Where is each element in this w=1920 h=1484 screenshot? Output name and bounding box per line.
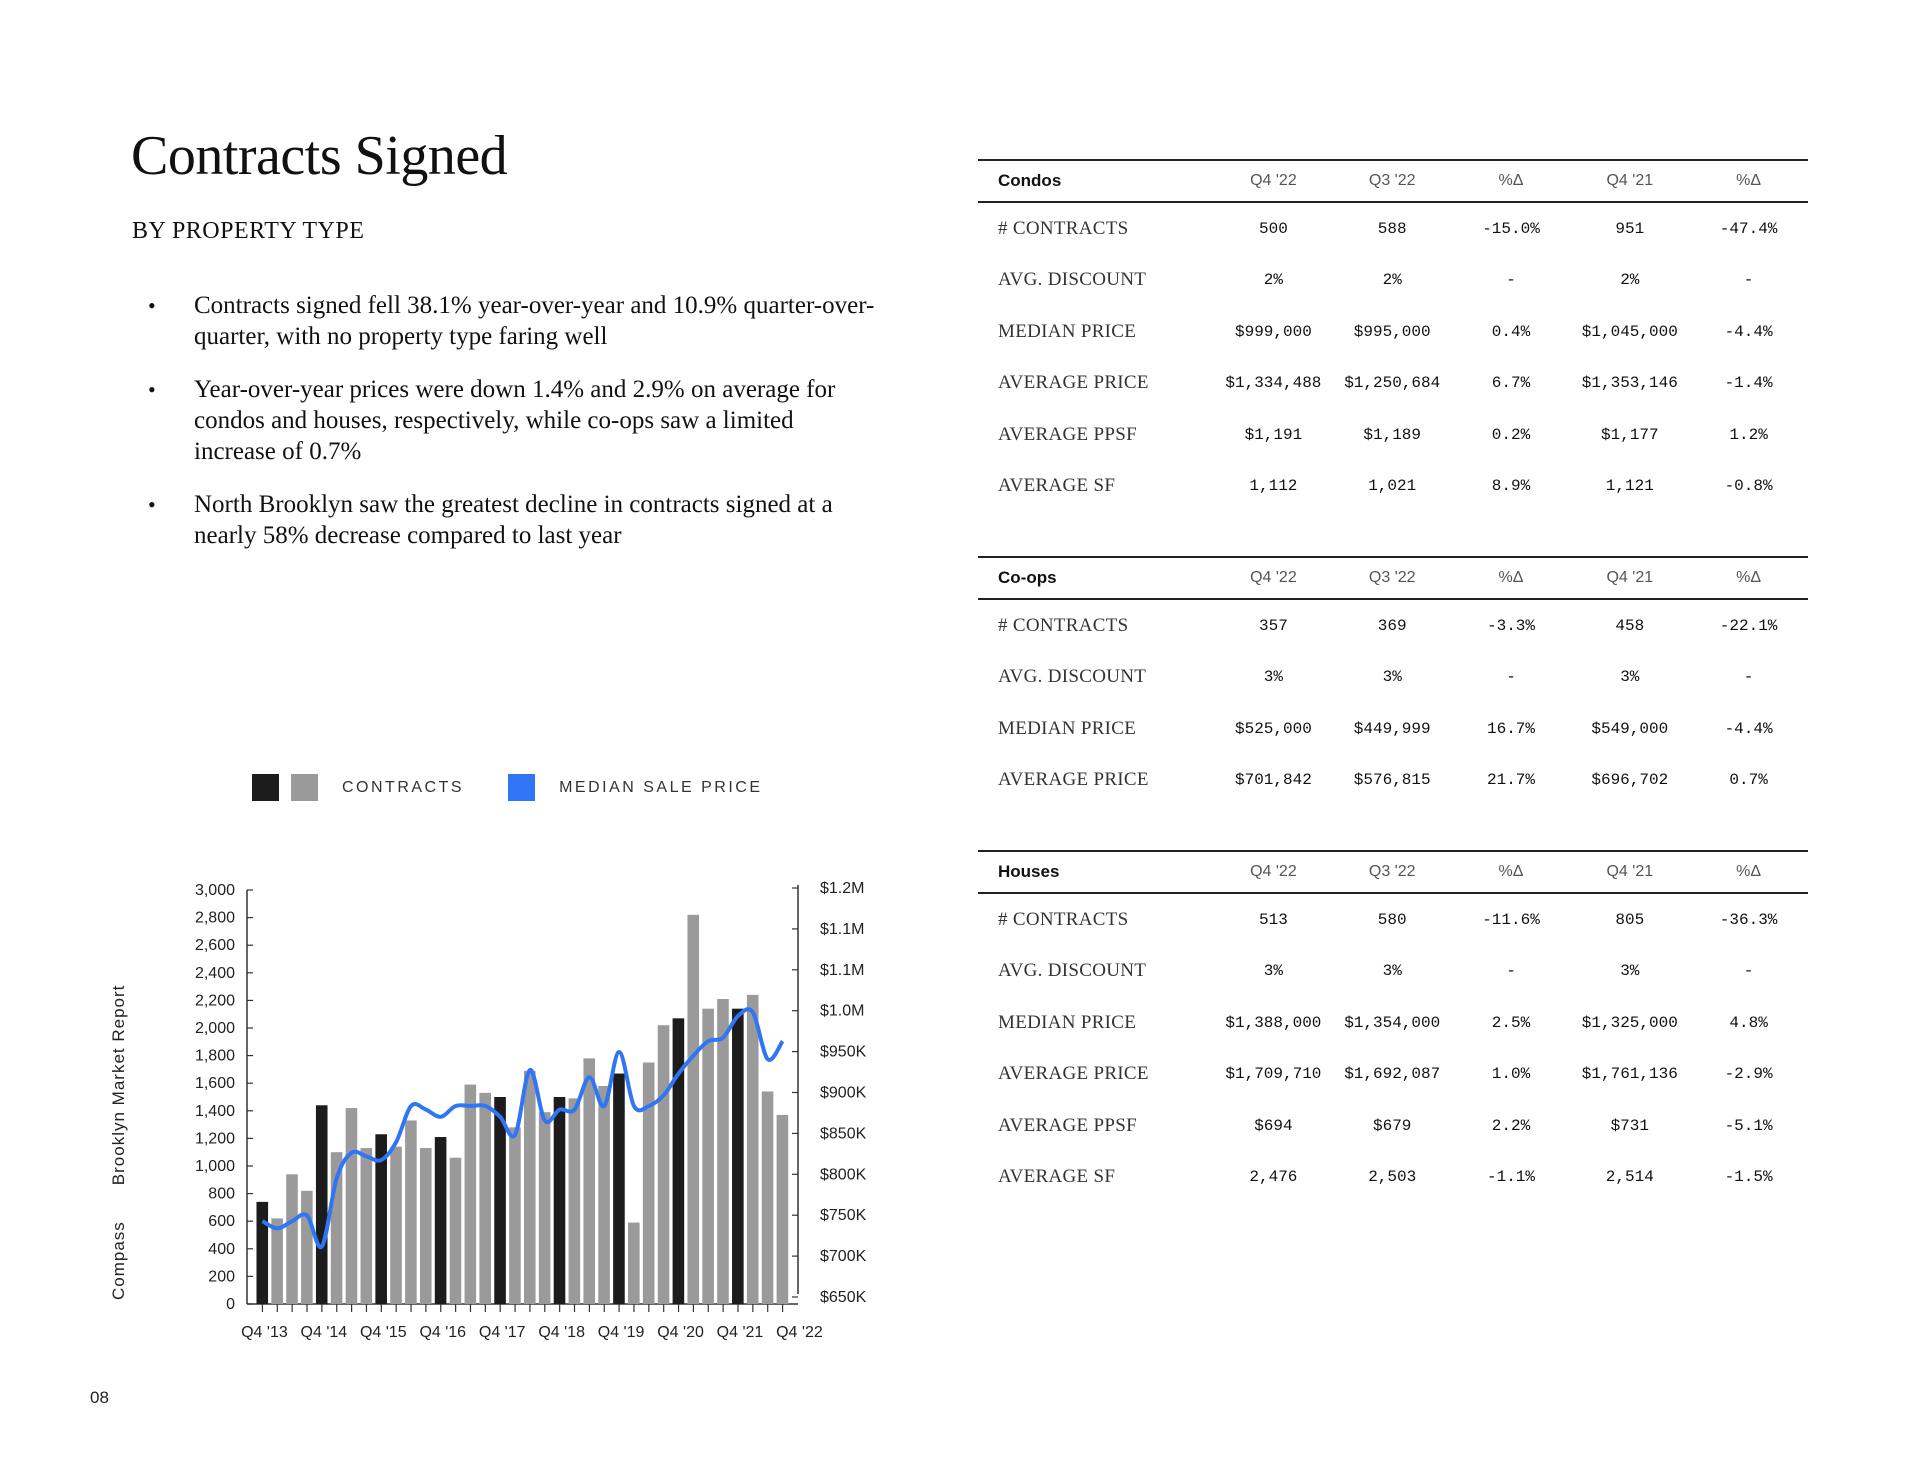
table-cell: 2% — [1263, 271, 1283, 290]
bar — [271, 1218, 283, 1304]
table-row — [978, 1100, 1808, 1152]
table-cell: 2,514 — [1605, 1168, 1654, 1187]
bar — [687, 915, 699, 1304]
table-cell: 2% — [1382, 271, 1402, 290]
table-cell: $449,999 — [1353, 719, 1431, 738]
table-row — [978, 703, 1808, 755]
table-cell: -47.4% — [1719, 219, 1778, 238]
y-right-tick-label: $1.1M — [820, 961, 865, 979]
table-row — [978, 599, 1808, 652]
table-cell: 6.7% — [1491, 374, 1531, 393]
bar — [583, 1058, 595, 1304]
table-column-header: Q4 '21 — [1570, 851, 1689, 893]
brand-name: Compass — [109, 1221, 128, 1300]
y-left-tick-label: 200 — [208, 1268, 235, 1286]
bar — [450, 1158, 462, 1304]
table-cell: 513 — [1258, 910, 1288, 929]
table-column-header: %Δ — [1689, 851, 1808, 893]
x-tick-label: Q4 '15 — [359, 1324, 407, 1341]
table-type-header: Co-ops — [978, 557, 1214, 599]
table-cell: 0.2% — [1491, 425, 1531, 444]
table-column-header: %Δ — [1452, 160, 1571, 202]
y-left-tick-label: 600 — [208, 1213, 235, 1231]
row-label: AVERAGE SF — [998, 475, 1116, 497]
table-cell: -4.4% — [1724, 719, 1773, 738]
table-row — [978, 652, 1808, 704]
row-label: MEDIAN PRICE — [998, 320, 1137, 342]
table-cell: 2% — [1620, 271, 1640, 290]
row-label: AVERAGE SF — [998, 1166, 1116, 1188]
bar — [777, 1115, 789, 1304]
table-cell: $1,353,146 — [1581, 374, 1678, 393]
bar — [435, 1137, 447, 1304]
table-cell: -2.9% — [1724, 1065, 1773, 1084]
table-column-header: Q4 '22 — [1214, 160, 1333, 202]
y-left-tick-label: 1,400 — [194, 1102, 235, 1120]
table-cell: - — [1743, 962, 1754, 981]
x-tick-label: Q4 '13 — [241, 1324, 288, 1341]
table-row — [978, 409, 1808, 461]
table-cell: -1.4% — [1724, 374, 1773, 393]
table-type-header: Houses — [978, 851, 1214, 893]
table-cell: 588 — [1377, 219, 1407, 238]
table-cell: 0.7% — [1729, 771, 1768, 790]
table-cell: - — [1743, 271, 1754, 290]
y-left-tick-label: 1,000 — [194, 1158, 235, 1175]
table-row — [978, 461, 1808, 513]
x-tick-label: Q4 '16 — [419, 1324, 467, 1341]
table-column-header: Q3 '22 — [1333, 851, 1452, 893]
table-cell: 1,021 — [1368, 477, 1417, 496]
table-cell: -4.4% — [1724, 322, 1773, 341]
table-cell: $525,000 — [1234, 719, 1312, 738]
row-label: AVG. DISCOUNT — [998, 269, 1147, 291]
bar — [747, 995, 759, 1304]
table-cell: $1,189 — [1363, 425, 1421, 444]
table-cell: - — [1506, 962, 1516, 981]
bullet-dot: • — [148, 492, 156, 517]
table-row — [978, 255, 1808, 307]
table-row — [978, 306, 1808, 358]
table-row — [978, 358, 1808, 410]
table-cell: 4.8% — [1729, 1013, 1768, 1032]
bar — [479, 1093, 491, 1304]
row-label: AVG. DISCOUNT — [998, 666, 1147, 688]
y-right-tick-label: $800K — [820, 1166, 867, 1184]
report-name: Brooklyn Market Report — [109, 984, 128, 1186]
y-left-tick-label: 2,600 — [194, 937, 235, 955]
bar — [598, 1086, 610, 1304]
table-cell: 580 — [1377, 910, 1407, 929]
y-right-tick-label: $1.0M — [820, 1002, 865, 1020]
table-cell: 0.4% — [1491, 322, 1531, 341]
table-cell: 3% — [1263, 962, 1283, 981]
table-cell: 21.7% — [1486, 771, 1535, 790]
row-label: MEDIAN PRICE — [998, 717, 1137, 739]
bullet-item — [140, 374, 880, 467]
bar — [390, 1147, 402, 1304]
table-row — [978, 202, 1808, 255]
table-cell: 2,476 — [1249, 1168, 1298, 1187]
y-left-tick-label: 2,400 — [194, 964, 235, 982]
x-tick-label: Q4 '14 — [300, 1324, 348, 1341]
table-type-header: Condos — [978, 160, 1214, 202]
table-cell: -0.8% — [1724, 477, 1773, 496]
houses-table — [978, 850, 1808, 1203]
bar — [732, 1009, 744, 1304]
bar — [569, 1098, 581, 1304]
legend-label-median: MEDIAN SALE PRICE — [559, 778, 763, 796]
table-cell: $995,000 — [1353, 322, 1431, 341]
bullet-text: North Brooklyn saw the greatest decline in contracts signed at a nearly 58% decrease compared to last year — [194, 491, 833, 549]
table-cell: $731 — [1610, 1116, 1649, 1135]
bar — [717, 999, 729, 1304]
bar — [643, 1063, 655, 1305]
table-cell: $1,045,000 — [1581, 322, 1678, 341]
table-cell: 369 — [1377, 616, 1407, 635]
y-left-tick-label: 2,200 — [194, 992, 235, 1010]
table-row — [978, 893, 1808, 946]
bar — [509, 1127, 521, 1304]
table-cell: $549,000 — [1591, 719, 1669, 738]
bar — [762, 1091, 774, 1304]
y-right-tick-label: $1.1M — [820, 920, 865, 938]
row-label: # CONTRACTS — [998, 217, 1129, 239]
bullet-text: Contracts signed fell 38.1% year-over-year and 10.9% quarter-over-quarter, with no property type faring well — [194, 292, 875, 350]
row-label: AVERAGE PRICE — [998, 769, 1149, 791]
bar — [465, 1085, 477, 1304]
y-right-tick-label: $950K — [820, 1043, 867, 1061]
table-cell: - — [1506, 271, 1516, 290]
table-cell: $999,000 — [1234, 322, 1312, 341]
row-label: AVERAGE PPSF — [998, 1114, 1137, 1136]
table-cell: $1,709,710 — [1225, 1065, 1322, 1084]
bar — [256, 1202, 268, 1304]
page-title: Contracts Signed — [131, 125, 508, 187]
table-row — [978, 1049, 1808, 1101]
table-cell: 3% — [1382, 668, 1402, 687]
table-cell: $679 — [1372, 1116, 1412, 1135]
row-label: AVG. DISCOUNT — [998, 960, 1147, 982]
y-left-tick-label: 2,800 — [194, 909, 235, 927]
x-tick-label: Q4 '18 — [538, 1324, 585, 1341]
table-column-header: %Δ — [1689, 160, 1808, 202]
table-column-header: Q3 '22 — [1333, 557, 1452, 599]
bar — [554, 1097, 566, 1304]
legend-swatch-q4 — [252, 774, 279, 801]
table-row — [978, 1152, 1808, 1204]
table-cell: 3% — [1263, 668, 1283, 687]
summary-bullets — [140, 290, 880, 573]
table-cell: 3% — [1382, 962, 1402, 981]
legend-swatch-quarter — [291, 774, 318, 801]
table-cell: $1,334,488 — [1225, 374, 1322, 393]
bar — [405, 1120, 417, 1304]
table-row — [978, 755, 1808, 807]
x-tick-label: Q4 '20 — [657, 1324, 704, 1341]
coops-table — [978, 556, 1808, 806]
table-column-header: Q4 '22 — [1214, 557, 1333, 599]
page-subtitle: BY PROPERTY TYPE — [132, 218, 365, 244]
table-cell: 951 — [1615, 219, 1645, 238]
y-left-tick-label: 3,000 — [194, 882, 235, 899]
row-label: # CONTRACTS — [998, 614, 1129, 636]
bar — [301, 1191, 313, 1304]
table-cell: $1,325,000 — [1581, 1013, 1678, 1032]
side-footer-label — [109, 985, 129, 1300]
bullet-text: Year-over-year prices were down 1.4% and 2.9% on average for condos and houses, respectively, while co-ops saw a limited increase of 0.7% — [194, 376, 836, 465]
table-column-header: %Δ — [1689, 557, 1808, 599]
table-cell: 3% — [1620, 962, 1640, 981]
table-row — [978, 946, 1808, 998]
y-right-tick-label: $650K — [820, 1289, 867, 1306]
table-column-header: Q3 '22 — [1333, 160, 1452, 202]
table-cell: 1.0% — [1491, 1065, 1531, 1084]
table-cell: 500 — [1258, 219, 1288, 238]
table-cell: $1,177 — [1600, 425, 1659, 444]
y-left-tick-label: 800 — [208, 1185, 235, 1203]
table-row — [978, 997, 1808, 1049]
table-cell: 357 — [1258, 616, 1288, 635]
table-cell: $576,815 — [1353, 771, 1431, 790]
table-cell: $694 — [1254, 1116, 1293, 1135]
table-column-header: Q4 '21 — [1570, 557, 1689, 599]
table-cell: 458 — [1615, 616, 1645, 635]
y-left-tick-label: 1,200 — [194, 1130, 235, 1148]
y-left-tick-label: 2,000 — [194, 1020, 235, 1037]
table-cell: $1,354,000 — [1344, 1013, 1441, 1032]
table-cell: $1,692,087 — [1344, 1065, 1441, 1084]
bar — [673, 1018, 685, 1304]
y-left-tick-label: 400 — [208, 1240, 235, 1258]
table-column-header: %Δ — [1452, 557, 1571, 599]
table-cell: $1,761,136 — [1581, 1065, 1678, 1084]
table-cell: 1,112 — [1249, 477, 1298, 496]
row-label: MEDIAN PRICE — [998, 1011, 1137, 1033]
bar — [316, 1105, 328, 1304]
y-left-tick-label: 0 — [226, 1296, 235, 1313]
table-cell: 1.2% — [1729, 425, 1768, 444]
table-cell: -22.1% — [1719, 616, 1778, 635]
bar — [702, 1009, 714, 1304]
row-label: AVERAGE PRICE — [998, 1063, 1149, 1085]
table-cell: 1,121 — [1605, 477, 1654, 496]
bullet-item — [140, 489, 880, 551]
table-cell: -5.1% — [1724, 1116, 1773, 1135]
y-right-tick-label: $850K — [820, 1125, 867, 1143]
bar — [658, 1025, 670, 1304]
bullet-dot: • — [148, 293, 156, 318]
table-cell: 8.9% — [1491, 477, 1531, 496]
table-cell: -1.1% — [1486, 1168, 1535, 1187]
table-cell: 3% — [1620, 668, 1640, 687]
table-cell: -3.3% — [1486, 616, 1535, 635]
y-left-tick-label: 1,800 — [194, 1047, 235, 1065]
table-column-header: %Δ — [1452, 851, 1571, 893]
x-tick-label: Q4 '19 — [597, 1324, 645, 1341]
bar — [539, 1112, 551, 1304]
page-number: 08 — [90, 1388, 109, 1407]
bar — [286, 1174, 298, 1304]
y-left-tick-label: 1,600 — [194, 1075, 235, 1093]
table-cell: -1.5% — [1724, 1168, 1773, 1187]
table-cell: $701,842 — [1234, 771, 1312, 790]
table-cell: $1,191 — [1244, 425, 1303, 444]
table-cell: -36.3% — [1719, 910, 1778, 929]
x-tick-label: Q4 '17 — [478, 1324, 526, 1341]
table-cell: -15.0% — [1482, 219, 1540, 238]
legend-swatch-median — [508, 774, 535, 801]
table-column-header: Q4 '21 — [1570, 160, 1689, 202]
legend-label-contracts: CONTRACTS — [342, 778, 465, 796]
table-cell: - — [1506, 668, 1516, 687]
x-tick-label: Q4 '21 — [716, 1324, 764, 1341]
y-right-tick-label: $900K — [820, 1084, 867, 1102]
contracts-chart — [150, 860, 870, 1360]
table-cell: - — [1743, 668, 1754, 687]
table-cell: 2,503 — [1368, 1168, 1417, 1187]
x-tick-label: Q4 '22 — [776, 1324, 823, 1341]
chart-legend — [252, 774, 763, 801]
table-cell: $696,702 — [1591, 771, 1669, 790]
table-cell: 2.2% — [1491, 1116, 1531, 1135]
bullet-dot: • — [148, 377, 156, 402]
condos-table — [978, 159, 1808, 512]
row-label: AVERAGE PPSF — [998, 423, 1137, 445]
bar — [494, 1097, 506, 1304]
bar — [361, 1148, 373, 1304]
y-right-tick-label: $750K — [820, 1207, 867, 1225]
table-cell: -11.6% — [1482, 910, 1540, 929]
table-column-header: Q4 '22 — [1214, 851, 1333, 893]
bullet-item — [140, 290, 880, 352]
y-right-tick-label: $700K — [820, 1248, 867, 1266]
bar — [628, 1223, 640, 1304]
y-right-tick-label: $1.2M — [820, 880, 865, 897]
table-cell: 2.5% — [1491, 1013, 1531, 1032]
table-cell: 16.7% — [1486, 719, 1535, 738]
row-label: # CONTRACTS — [998, 908, 1129, 930]
bar — [420, 1148, 432, 1304]
table-cell: 805 — [1615, 910, 1645, 929]
bar — [524, 1071, 536, 1304]
bar — [346, 1108, 358, 1304]
row-label: AVERAGE PRICE — [998, 372, 1149, 394]
bar — [613, 1074, 625, 1304]
table-cell: $1,388,000 — [1225, 1013, 1322, 1032]
table-cell: $1,250,684 — [1344, 374, 1441, 393]
